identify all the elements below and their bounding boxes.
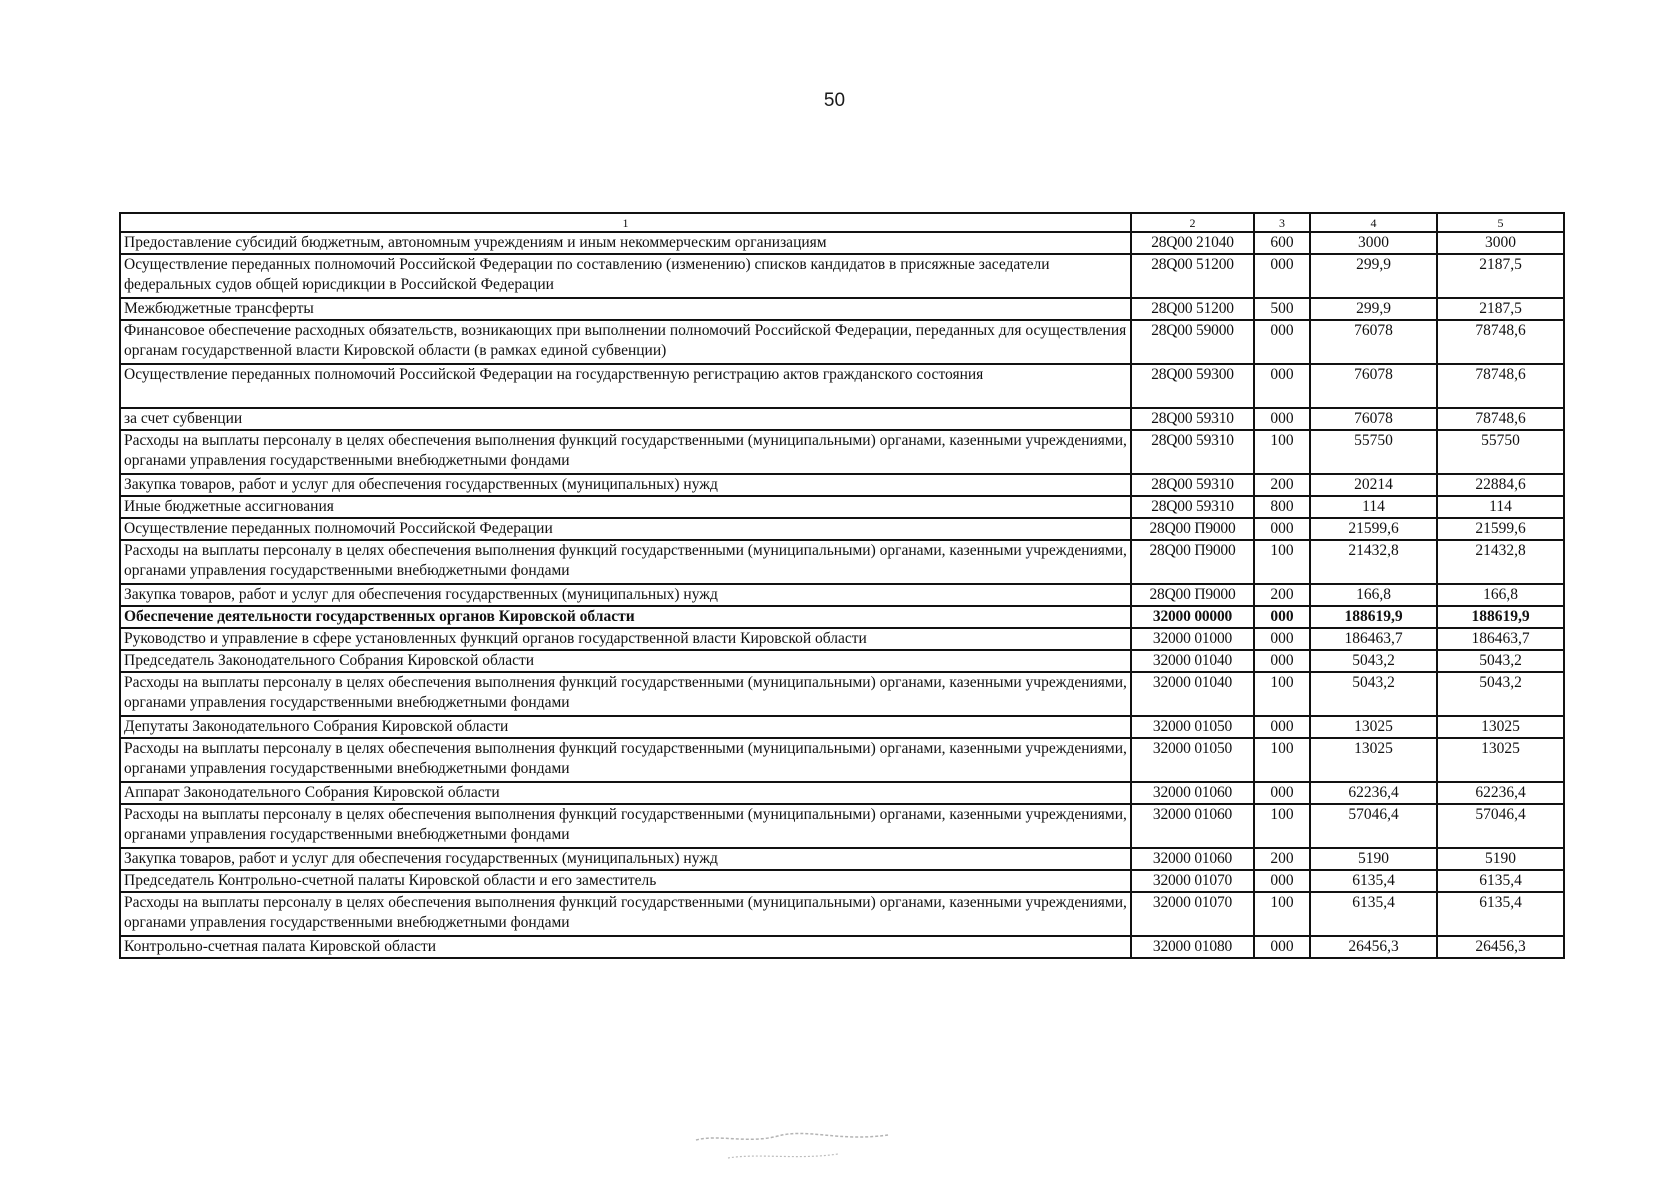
table-row — [120, 254, 1564, 298]
cell-value-5: 62236,4 — [1437, 782, 1564, 804]
cell-type: 200 — [1254, 848, 1310, 870]
cell-value-4: 186463,7 — [1310, 628, 1437, 650]
cell-type: 000 — [1254, 320, 1310, 364]
cell-name: Осуществление переданных полномочий Российской Федерации по составлению (изменению) списков кандидатов в присяжные заседатели федеральных судов общей юрисдикции в Российской Федерации — [120, 254, 1131, 298]
cell-code: 32000 01070 — [1131, 892, 1254, 936]
cell-code: 28Q00 П9000 — [1131, 540, 1254, 584]
cell-value-4: 166,8 — [1310, 584, 1437, 606]
cell-type: 500 — [1254, 298, 1310, 320]
cell-code: 32000 00000 — [1131, 606, 1254, 628]
cell-name: Осуществление переданных полномочий Российской Федерации — [120, 518, 1131, 540]
cell-name: Закупка товаров, работ и услуг для обеспечения государственных (муниципальных) нужд — [120, 584, 1131, 606]
cell-value-4: 21432,8 — [1310, 540, 1437, 584]
cell-type: 100 — [1254, 430, 1310, 474]
cell-name: Расходы на выплаты персоналу в целях обеспечения выполнения функций государственными (муниципальными) органами, казенными учреждениями, органами управления государственными внебюджетными фондами — [120, 430, 1131, 474]
cell-type: 100 — [1254, 892, 1310, 936]
cell-value-4: 299,9 — [1310, 298, 1437, 320]
column-header-value-4: 4 — [1310, 213, 1437, 232]
cell-name: Иные бюджетные ассигнования — [120, 496, 1131, 518]
cell-value-5: 78748,6 — [1437, 408, 1564, 430]
cell-value-4: 55750 — [1310, 430, 1437, 474]
cell-type: 800 — [1254, 496, 1310, 518]
cell-value-4: 5190 — [1310, 848, 1437, 870]
cell-name: Расходы на выплаты персоналу в целях обеспечения выполнения функций государственными (муниципальными) органами, казенными учреждениями, органами управления государственными внебюджетными фондами — [120, 804, 1131, 848]
cell-value-5: 2187,5 — [1437, 298, 1564, 320]
column-header-value-5: 5 — [1437, 213, 1564, 232]
cell-name: Обеспечение деятельности государственных органов Кировской области — [120, 606, 1131, 628]
table-row — [120, 430, 1564, 474]
cell-value-5: 5190 — [1437, 848, 1564, 870]
table-row — [120, 782, 1564, 804]
table-row — [120, 298, 1564, 320]
cell-type: 100 — [1254, 738, 1310, 782]
cell-type: 000 — [1254, 650, 1310, 672]
cell-name: Закупка товаров, работ и услуг для обеспечения государственных (муниципальных) нужд — [120, 474, 1131, 496]
cell-value-5: 166,8 — [1437, 584, 1564, 606]
table-row — [120, 716, 1564, 738]
cell-code: 28Q00 59300 — [1131, 364, 1254, 408]
cell-value-5: 186463,7 — [1437, 628, 1564, 650]
table-row — [120, 518, 1564, 540]
cell-name: Расходы на выплаты персоналу в целях обеспечения выполнения функций государственными (муниципальными) органами, казенными учреждениями, органами управления государственными внебюджетными фондами — [120, 738, 1131, 782]
cell-name: Расходы на выплаты персоналу в целях обеспечения выполнения функций государственными (муниципальными) органами, казенными учреждениями, органами управления государственными внебюджетными фондами — [120, 672, 1131, 716]
table-row — [120, 408, 1564, 430]
table-body — [120, 232, 1564, 958]
cell-value-5: 55750 — [1437, 430, 1564, 474]
cell-value-4: 76078 — [1310, 320, 1437, 364]
cell-type: 000 — [1254, 254, 1310, 298]
cell-name: Финансовое обеспечение расходных обязательств, возникающих при выполнении полномочий Российской Федерации, переданных для осуществления органам государственной власти Кировской области (в рамках единой субвенции) — [120, 320, 1131, 364]
page-number: 50 — [823, 90, 846, 111]
cell-code: 32000 01060 — [1131, 804, 1254, 848]
cell-name: Расходы на выплаты персоналу в целях обеспечения выполнения функций государственными (муниципальными) органами, казенными учреждениями, органами управления государственными внебюджетными фондами — [120, 892, 1131, 936]
cell-code: 28Q00 21040 — [1131, 232, 1254, 254]
cell-value-4: 13025 — [1310, 716, 1437, 738]
cell-type: 000 — [1254, 408, 1310, 430]
table-row — [120, 672, 1564, 716]
cell-type: 200 — [1254, 474, 1310, 496]
cell-value-4: 20214 — [1310, 474, 1437, 496]
cell-code: 32000 01070 — [1131, 870, 1254, 892]
cell-value-5: 188619,9 — [1437, 606, 1564, 628]
cell-name: Контрольно-счетная палата Кировской области — [120, 936, 1131, 958]
cell-value-4: 114 — [1310, 496, 1437, 518]
cell-code: 32000 01060 — [1131, 848, 1254, 870]
cell-value-5: 3000 — [1437, 232, 1564, 254]
cell-type: 000 — [1254, 716, 1310, 738]
cell-code: 28Q00 51200 — [1131, 254, 1254, 298]
cell-code: 32000 01040 — [1131, 672, 1254, 716]
table-row — [120, 870, 1564, 892]
cell-name: Закупка товаров, работ и услуг для обеспечения государственных (муниципальных) нужд — [120, 848, 1131, 870]
budget-table — [119, 212, 1565, 959]
cell-value-4: 57046,4 — [1310, 804, 1437, 848]
cell-value-5: 6135,4 — [1437, 892, 1564, 936]
cell-value-5: 13025 — [1437, 738, 1564, 782]
cell-value-5: 5043,2 — [1437, 672, 1564, 716]
table-row — [120, 540, 1564, 584]
cell-name: Расходы на выплаты персоналу в целях обеспечения выполнения функций государственными (муниципальными) органами, казенными учреждениями, органами управления государственными внебюджетными фондами — [120, 540, 1131, 584]
cell-value-4: 62236,4 — [1310, 782, 1437, 804]
cell-value-5: 21599,6 — [1437, 518, 1564, 540]
cell-type: 000 — [1254, 870, 1310, 892]
table-row — [120, 474, 1564, 496]
cell-value-5: 78748,6 — [1437, 320, 1564, 364]
cell-value-4: 26456,3 — [1310, 936, 1437, 958]
cell-value-4: 6135,4 — [1310, 870, 1437, 892]
table-row — [120, 650, 1564, 672]
cell-value-5: 26456,3 — [1437, 936, 1564, 958]
cell-code: 32000 01050 — [1131, 716, 1254, 738]
cell-name: Председатель Контрольно-счетной палаты Кировской области и его заместитель — [120, 870, 1131, 892]
cell-name: Руководство и управление в сфере установленных функций органов государственной власти Кировской области — [120, 628, 1131, 650]
cell-value-5: 13025 — [1437, 716, 1564, 738]
cell-name: Осуществление переданных полномочий Российской Федерации на государственную регистрацию актов гражданского состояния — [120, 364, 1131, 408]
cell-value-5: 114 — [1437, 496, 1564, 518]
cell-value-4: 76078 — [1310, 364, 1437, 408]
table-row — [120, 892, 1564, 936]
cell-code: 32000 01060 — [1131, 782, 1254, 804]
cell-code: 28Q00 П9000 — [1131, 518, 1254, 540]
cell-value-4: 188619,9 — [1310, 606, 1437, 628]
table-row — [120, 738, 1564, 782]
cell-type: 000 — [1254, 628, 1310, 650]
cell-name: Межбюджетные трансферты — [120, 298, 1131, 320]
cell-code: 28Q00 51200 — [1131, 298, 1254, 320]
cell-value-4: 13025 — [1310, 738, 1437, 782]
cell-value-5: 2187,5 — [1437, 254, 1564, 298]
cell-value-5: 5043,2 — [1437, 650, 1564, 672]
table-row — [120, 848, 1564, 870]
table-row — [120, 936, 1564, 958]
cell-type: 100 — [1254, 804, 1310, 848]
cell-value-5: 57046,4 — [1437, 804, 1564, 848]
cell-name: Аппарат Законодательного Собрания Кировской области — [120, 782, 1131, 804]
stamp-mark — [688, 1120, 898, 1168]
cell-code: 28Q00 59310 — [1131, 474, 1254, 496]
cell-type: 100 — [1254, 540, 1310, 584]
column-header-name: 1 — [120, 213, 1131, 232]
cell-name: Депутаты Законодательного Собрания Кировской области — [120, 716, 1131, 738]
cell-code: 28Q00 59000 — [1131, 320, 1254, 364]
table-header-row — [120, 213, 1564, 232]
cell-value-4: 76078 — [1310, 408, 1437, 430]
cell-value-4: 21599,6 — [1310, 518, 1437, 540]
cell-value-4: 5043,2 — [1310, 650, 1437, 672]
cell-value-5: 22884,6 — [1437, 474, 1564, 496]
cell-type: 000 — [1254, 782, 1310, 804]
cell-type: 100 — [1254, 672, 1310, 716]
cell-value-4: 3000 — [1310, 232, 1437, 254]
table-row — [120, 628, 1564, 650]
table-row — [120, 364, 1564, 408]
cell-value-5: 21432,8 — [1437, 540, 1564, 584]
cell-code: 32000 01050 — [1131, 738, 1254, 782]
cell-code: 32000 01000 — [1131, 628, 1254, 650]
column-header-type: 3 — [1254, 213, 1310, 232]
cell-type: 200 — [1254, 584, 1310, 606]
cell-name: за счет субвенции — [120, 408, 1131, 430]
cell-value-4: 299,9 — [1310, 254, 1437, 298]
cell-value-5: 78748,6 — [1437, 364, 1564, 408]
table-row — [120, 584, 1564, 606]
cell-type: 000 — [1254, 606, 1310, 628]
table-row — [120, 606, 1564, 628]
cell-type: 000 — [1254, 936, 1310, 958]
cell-code: 28Q00 59310 — [1131, 408, 1254, 430]
cell-code: 28Q00 П9000 — [1131, 584, 1254, 606]
cell-type: 000 — [1254, 518, 1310, 540]
cell-code: 32000 01040 — [1131, 650, 1254, 672]
table-row — [120, 232, 1564, 254]
cell-name: Председатель Законодательного Собрания Кировской области — [120, 650, 1131, 672]
table-row — [120, 804, 1564, 848]
cell-value-4: 5043,2 — [1310, 672, 1437, 716]
table-row — [120, 320, 1564, 364]
cell-type: 000 — [1254, 364, 1310, 408]
cell-name: Предоставление субсидий бюджетным, автономным учреждениям и иным некоммерческим организациям — [120, 232, 1131, 254]
cell-value-5: 6135,4 — [1437, 870, 1564, 892]
cell-code: 32000 01080 — [1131, 936, 1254, 958]
cell-type: 600 — [1254, 232, 1310, 254]
cell-code: 28Q00 59310 — [1131, 430, 1254, 474]
table-row — [120, 496, 1564, 518]
column-header-code: 2 — [1131, 213, 1254, 232]
cell-value-4: 6135,4 — [1310, 892, 1437, 936]
cell-code: 28Q00 59310 — [1131, 496, 1254, 518]
